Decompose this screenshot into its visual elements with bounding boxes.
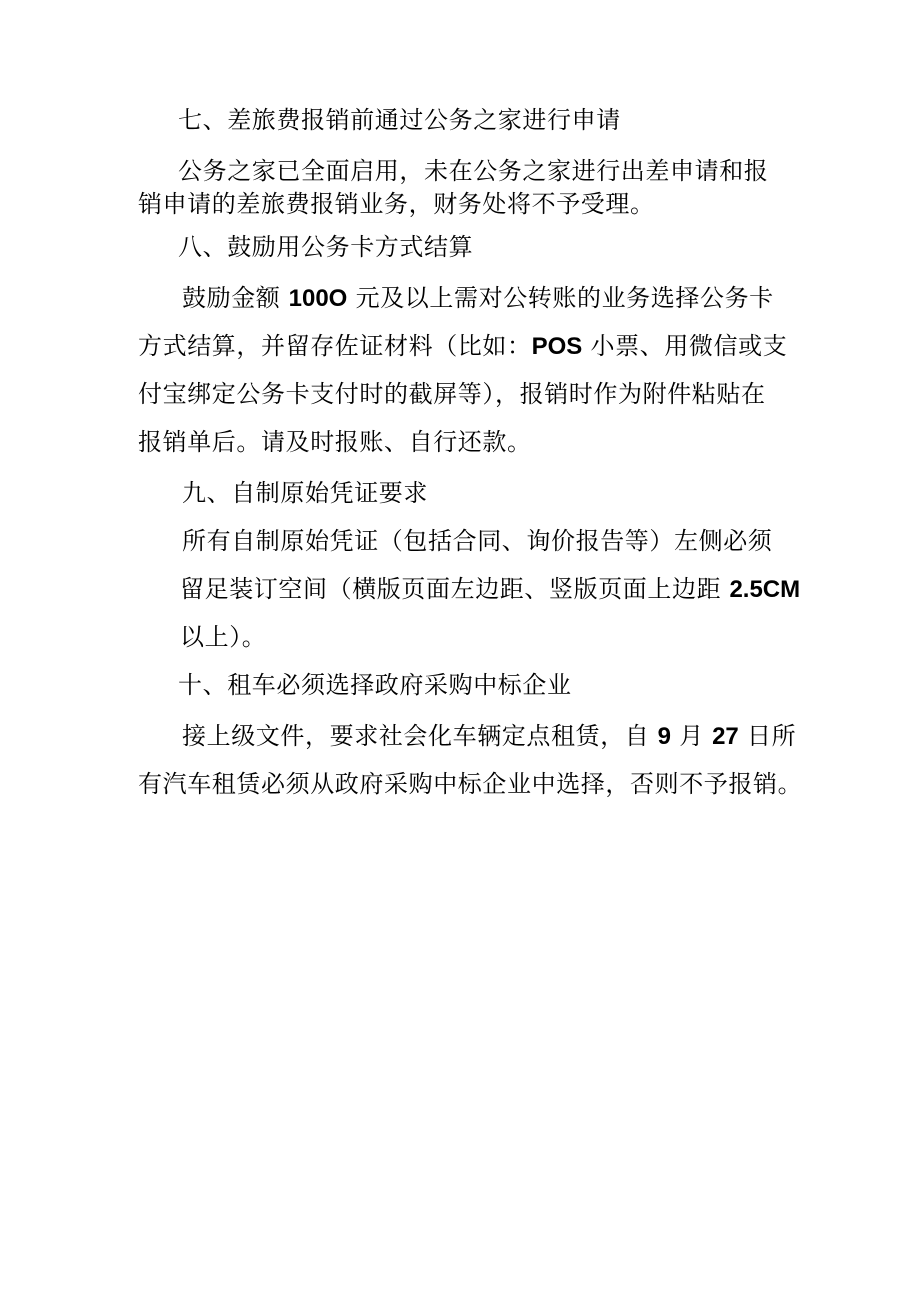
section-9-heading: 九、自制原始凭证要求 [182, 479, 428, 507]
month-value: 9 [657, 723, 671, 750]
text-run: 日所 [738, 722, 797, 750]
section-8-heading: 八、鼓励用公务卡方式结算 [178, 233, 474, 261]
text-run: 小票、用微信或支 [582, 332, 788, 360]
section-10-line-2: 有汽车租赁必须从政府采购中标企业中选择，否则不予报销。 [138, 770, 803, 798]
section-7-line-2: 销申请的差旅费报销业务，财务处将不予受理。 [138, 190, 655, 218]
amount-value: 100O [288, 285, 348, 312]
text-run: 元及以上需对公转账的业务选择公务卡 [347, 284, 774, 312]
section-8-line-3: 付宝绑定公务卡支付时的截屏等），报销时作为附件粘贴在 [138, 380, 766, 408]
day-value: 27 [712, 723, 739, 750]
section-9-line-1: 所有自制原始凭证（包括合同、询价报告等）左侧必须 [182, 527, 773, 555]
section-7-heading: 七、差旅费报销前通过公务之家进行申请 [178, 106, 621, 134]
section-10-heading: 十、租车必须选择政府采购中标企业 [178, 671, 572, 699]
text-run: 接上级文件，要求社会化车辆定点租赁，自 [182, 722, 658, 750]
section-8-line-1 [182, 282, 774, 315]
section-7-line-1: 公务之家已全面启用，未在公务之家进行出差申请和报 [178, 157, 769, 185]
section-8-line-4: 报销单后。请及时报账、自行还款。 [138, 428, 532, 456]
pos-term: POS [531, 333, 583, 360]
margin-value: 2.5CM [729, 576, 801, 603]
text-run: 月 [671, 722, 713, 750]
section-10-line-1 [182, 720, 796, 753]
section-9-line-3: 以上）。 [180, 623, 267, 651]
text-run: 留足装订空间（横版页面左边距、竖版页面上边距 [180, 575, 730, 603]
section-9-line-2 [180, 573, 800, 606]
section-8-line-2 [138, 330, 787, 363]
text-run: 方式结算，并留存佐证材料（比如： [138, 332, 532, 360]
text-run: 鼓励金额 [182, 284, 289, 312]
